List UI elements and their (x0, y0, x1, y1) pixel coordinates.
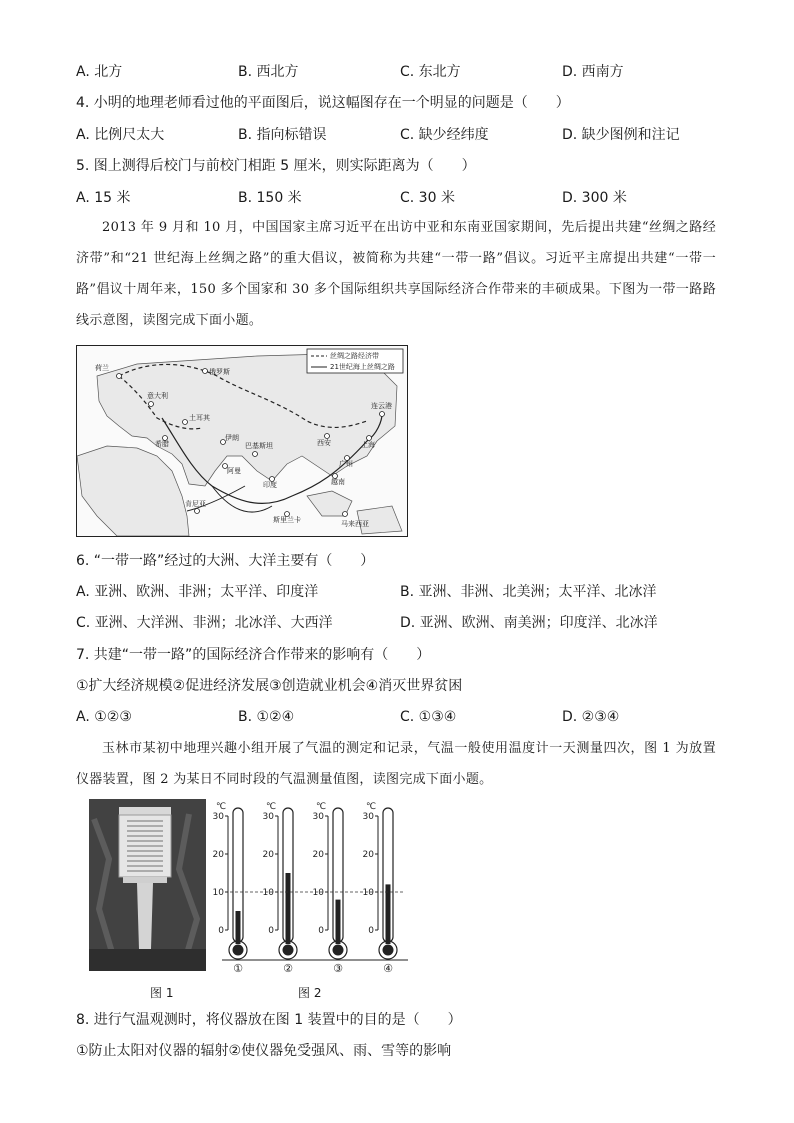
tick-label-1-10: 10 (212, 888, 224, 898)
route-map-svg (77, 346, 407, 536)
q5-stem: 5. 图上测得后校门与前校门相距 5 厘米，则实际距离为（ ） (76, 158, 476, 174)
q4-option-c[interactable]: C. 缺少经纬度 (400, 127, 489, 143)
q4-option-b[interactable]: B. 指向标错误 (238, 127, 327, 143)
thermometer-bulb-2 (283, 945, 294, 956)
q7-option-c[interactable]: C. ①③④ (400, 709, 457, 725)
map-label-lianyungang: 连云港 (371, 402, 392, 410)
tick-label-2-10: 10 (262, 888, 274, 898)
map-label-xian: 西安 (317, 439, 331, 447)
map-label-kenniya: 肯尼亚 (185, 500, 206, 508)
map-label-yindu: 印度 (263, 481, 277, 489)
q5-options (76, 188, 726, 208)
tick-label-2-0: 0 (268, 926, 274, 936)
q5-option-c[interactable]: C. 30 米 (400, 190, 455, 206)
q5-option-d[interactable]: D. 300 米 (562, 190, 627, 206)
q8-stem: 8. 进行气温观测时，将仪器放在图 1 装置中的目的是（ ） (76, 1012, 462, 1028)
map-label-ashe: 阿曼 (227, 467, 241, 475)
figure2-caption: 图 2 (298, 986, 322, 1000)
q6-options-row1 (76, 582, 726, 602)
q5-option-b[interactable]: B. 150 米 (238, 190, 302, 206)
thermometer-bulb-4 (383, 945, 394, 956)
q4-options (76, 125, 726, 145)
q4-stem: 4. 小明的地理老师看过他的平面图后，说这幅图存在一个明显的问题是（ ） (76, 95, 570, 111)
q7-items: ①扩大经济规模②促进经济发展③创造就业机会④消灭世界贫困 (76, 678, 463, 694)
thermometer-label-1: ① (233, 962, 243, 975)
q3-option-a[interactable]: A. 北方 (76, 64, 123, 80)
q6-option-c[interactable]: C. 亚洲、大洋洲、非洲；北冰洋、大西洋 (76, 615, 333, 631)
thermometer-unit-1: ℃ (216, 802, 227, 812)
passage-belt-road: 2013 年 9 月和 10 月，中国国家主席习近平在出访中亚和东南亚国家期间，先后提出共建“丝绸之路经济带”和“21 世纪海上丝绸之路”的重大倡议，被简称为共建“一带一路”倡议。习近平主席提出共建“一带一路”倡议十周年来，150 多个国家和 30 多个国际组织共享国际经济合作带来的丰硕成果。下图为一带一路路线示意图，读图完成下面小题。 (76, 220, 716, 328)
q5-option-a[interactable]: A. 15 米 (76, 190, 131, 206)
map-label-bajisitan: 巴基斯坦 (245, 442, 273, 450)
q6-option-b[interactable]: B. 亚洲、非洲、北美洲；太平洋、北冰洋 (400, 584, 657, 600)
thermometer-label-4: ④ (383, 962, 393, 975)
q3-option-c[interactable]: C. 东北方 (400, 64, 461, 80)
tick-label-2-30: 30 (262, 812, 274, 822)
q6-option-a[interactable]: A. 亚洲、欧洲、非洲；太平洋、印度洋 (76, 584, 319, 600)
map-label-tuerqi: 土耳其 (189, 414, 210, 422)
thermometer-unit-2: ℃ (266, 802, 277, 812)
tick-label-4-20: 20 (362, 850, 374, 860)
map-label-guangzhou: 广州 (339, 460, 353, 468)
map-label-malaixiya: 马来西亚 (341, 520, 369, 528)
thermometer-unit-4: ℃ (366, 802, 377, 812)
tick-label-2-20: 20 (262, 850, 274, 860)
figure2-thermometers (210, 800, 410, 975)
thermometer-chart (210, 800, 410, 975)
passage-temperature: 玉林市某初中地理兴趣小组开展了气温的测定和记录，气温一般使用温度计一天测量四次，图 1 为放置仪器装置，图 2 为某日不同时段的气温测量值图，读图完成下面小题。 (76, 741, 716, 787)
q6-option-d[interactable]: D. 亚洲、欧洲、南美洲；印度洋、北冰洋 (400, 615, 658, 631)
thermometer-bulb-3 (333, 945, 344, 956)
map-label-eluosi: 俄罗斯 (209, 368, 230, 376)
mercury-column-1 (236, 911, 241, 944)
q3-option-d[interactable]: D. 西南方 (562, 64, 624, 80)
map-label-xila: 希腊 (155, 440, 169, 448)
q8-items: ①防止太阳对仪器的辐射②使仪器免受强风、雨、雪等的影响 (76, 1043, 452, 1059)
thermometer-unit-3: ℃ (316, 802, 327, 812)
tick-label-4-10: 10 (362, 888, 374, 898)
map-label-sililanka: 斯里兰卡 (273, 516, 301, 524)
tick-label-3-0: 0 (318, 926, 324, 936)
mercury-column-2 (286, 873, 291, 944)
map-label-yuenan: 越南 (331, 478, 345, 486)
legend-belt: 丝绸之路经济带 (330, 352, 379, 360)
belt-road-map (76, 345, 408, 537)
figure1-caption: 图 1 (150, 986, 174, 1000)
figure1-instrument-shelter-photo (89, 799, 206, 971)
q3-options (76, 62, 726, 82)
q7-option-b[interactable]: B. ①②④ (238, 709, 295, 725)
shelter-illustration (89, 799, 206, 971)
map-label-shanghai: 上海 (361, 441, 375, 449)
q4-option-a[interactable]: A. 比例尺太大 (76, 127, 165, 143)
tick-label-4-0: 0 (368, 926, 374, 936)
tick-label-1-30: 30 (212, 812, 224, 822)
thermometer-label-3: ③ (333, 962, 343, 975)
map-label-helan: 荷兰 (95, 364, 109, 372)
tick-label-3-10: 10 (312, 888, 324, 898)
q7-option-d[interactable]: D. ②③④ (562, 709, 620, 725)
q3-option-b[interactable]: B. 西北方 (238, 64, 299, 80)
q7-options (76, 707, 726, 727)
tick-label-3-30: 30 (312, 812, 324, 822)
thermometer-bulb-1 (233, 945, 244, 956)
tick-label-4-30: 30 (362, 812, 374, 822)
map-label-yilang: 伊朗 (225, 434, 239, 442)
mercury-column-3 (336, 900, 341, 944)
q6-stem: 6. “一带一路”经过的大洲、大洋主要有（ ） (76, 553, 375, 569)
map-label-yidali: 意大利 (147, 392, 168, 400)
mercury-column-4 (386, 884, 391, 944)
q7-option-a[interactable]: A. ①②③ (76, 709, 132, 725)
q4-option-d[interactable]: D. 缺少图例和注记 (562, 127, 680, 143)
q7-stem: 7. 共建“一带一路”的国际经济合作带来的影响有（ ） (76, 647, 431, 663)
thermometer-label-2: ② (283, 962, 293, 975)
tick-label-1-20: 20 (212, 850, 224, 860)
q6-options-row2 (76, 613, 726, 633)
tick-label-1-0: 0 (218, 926, 224, 936)
legend-maritime: 21世纪海上丝绸之路 (330, 363, 395, 371)
tick-label-3-20: 20 (312, 850, 324, 860)
